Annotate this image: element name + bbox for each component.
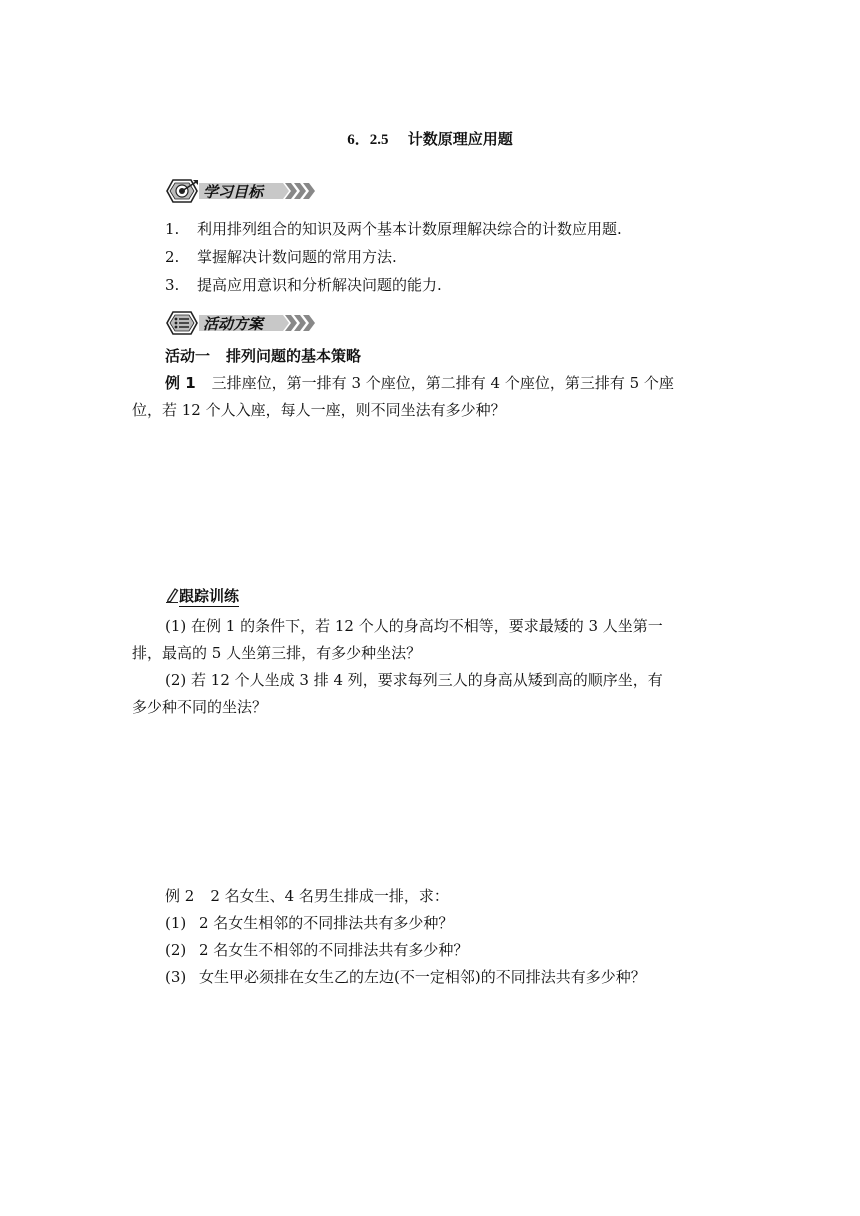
pencil-icon [165, 587, 179, 603]
activity-plan-label: 活动方案 [203, 315, 264, 333]
activity-heading: 活动一 排列问题的基本策略 [165, 347, 362, 365]
section-number: 6．2.5 [347, 132, 389, 148]
follow-q1-line2: 排，最高的 5 人坐第三排，有多少种坐法？ [132, 644, 422, 662]
page-title [0, 128, 860, 149]
learning-objectives-label: 学习目标 [203, 183, 264, 201]
learning-objectives-banner [163, 178, 323, 204]
objective-item: 3. 提高应用意识和分析解决问题的能力. [165, 276, 442, 294]
example1-line1: 例 1 三排座位，第一排有 3 个座位，第二排有 4 个座位，第三排有 5 个座 [165, 374, 674, 392]
example1-line2: 位，若 12 个人入座，每人一座，则不同坐法有多少种？ [132, 401, 506, 419]
example2-item: (2) 2 名女生不相邻的不同排法共有多少种？ [165, 941, 469, 959]
follow-training-label: 跟踪训练 [179, 587, 240, 605]
section-title: 计数原理应用题 [407, 130, 513, 148]
follow-training-heading [165, 585, 239, 606]
objective-item: 2. 掌握解决计数问题的常用方法. [165, 248, 397, 266]
follow-q1-line1: (1) 在例 1 的条件下，若 12 个人的身高均不相等，要求最矮的 3 人坐第一 [165, 617, 663, 635]
example1-label: 例 1 [165, 374, 196, 392]
example2-intro: 例 2 2 名女生、4 名男生排成一排，求： [165, 887, 449, 905]
activity-plan-banner [163, 310, 323, 336]
example2-item: (1) 2 名女生相邻的不同排法共有多少种？ [165, 914, 454, 932]
follow-q2-line2: 多少种不同的坐法？ [132, 698, 268, 716]
follow-q2-line1: (2) 若 12 个人坐成 3 排 4 列，要求每列三人的身高从矮到高的顺序坐，有 [165, 671, 663, 689]
example2-label: 例 2 [165, 887, 195, 905]
objective-item: 1. 利用排列组合的知识及两个基本计数原理解决综合的计数应用题. [165, 220, 622, 238]
example2-item: (3) 女生甲必须排在女生乙的左边(不一定相邻)的不同排法共有多少种？ [165, 968, 646, 986]
